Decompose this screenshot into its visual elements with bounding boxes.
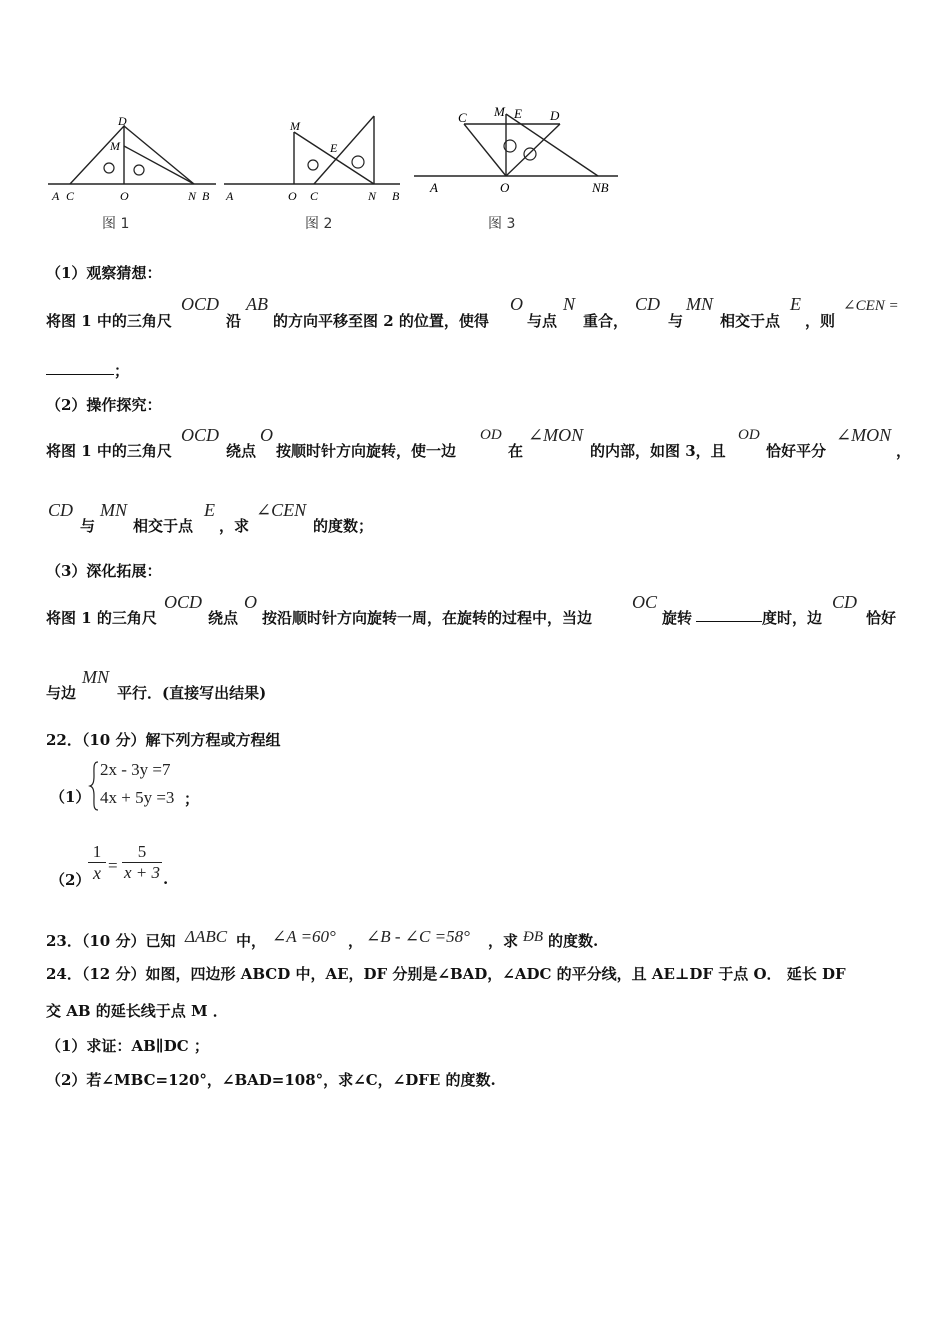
fig1-triangle-left [70, 126, 124, 184]
q22-eq2: 4x + 5y =3 [100, 788, 175, 807]
fig2-label-E: E [330, 141, 338, 155]
q22-frac-left [88, 842, 106, 884]
fig3-label-C: C [458, 110, 467, 125]
fig3-label-E: E [514, 106, 522, 121]
q21-p3-text-a: 将图 1 的三角尺 [46, 609, 157, 627]
figure-1 [44, 110, 224, 205]
q21-p1-text-g: 相交于点 [720, 312, 781, 330]
q22-den2: x + 3 [123, 863, 161, 882]
q21-p2-text-e: 的内部，如图 3，且 [590, 442, 726, 460]
q23-angle-B: ÐB [523, 929, 543, 945]
q23-angle-A: ∠A =60° [272, 927, 336, 946]
fig3-OC [464, 124, 506, 176]
q24-line2: 交 AB 的延长线于点 M ． [46, 1002, 228, 1020]
q21-p3-text-d: 旋转 [662, 609, 693, 627]
q21-p3-text-c: 按沿顺时针方向旋转一周，在旋转的过程中，当边 [262, 609, 593, 627]
q21-p1-E: E [790, 294, 801, 314]
fig1-label-A: A [52, 189, 60, 203]
q21-p2-text-i: 相交于点 [133, 517, 194, 535]
fig3-label-NB: NB [592, 180, 609, 195]
q23-text-b: 中， [236, 932, 267, 950]
q22-p1-label: （1） [50, 788, 91, 806]
fig1-label-B: B [202, 189, 210, 203]
q22-p2-label: （2） [50, 871, 91, 889]
q21-p3-MN: MN [82, 667, 109, 687]
q21-p1-text-f: 与 [668, 312, 684, 330]
q21-p1-text-d: 与点 [527, 312, 558, 330]
q21-p1-text-b: 沿 [226, 312, 242, 330]
q21-p2-text-b: 绕点 [226, 442, 257, 460]
q23-triangle: ΔABC [185, 927, 228, 946]
q21-p1-OCD: OCD [181, 294, 220, 314]
q21-p3-CD: CD [832, 592, 858, 612]
q22-den1: x [93, 863, 101, 883]
fig1-label-C: C [66, 189, 75, 203]
figure-3 [412, 100, 622, 200]
q21-p3-text-g: 与边 [46, 684, 77, 702]
figure-2 [222, 110, 407, 205]
q21-p2-OD2: OD [738, 427, 760, 443]
fig2-label-C: C [310, 189, 319, 203]
q21-p2-text-h: 与 [80, 517, 96, 535]
q21-p2-OD: OD [480, 427, 502, 443]
q22-eq1: 2x - 3y =7 [100, 760, 171, 779]
q22-frac-right [122, 842, 162, 883]
q23-angle-BC: ∠B - ∠C =58° [366, 927, 470, 946]
q24-part2: （2）若∠MBC=120°，∠BAD=108°，求∠C，∠DFE 的度数. [46, 1071, 496, 1089]
q21-p1-N: N [563, 294, 576, 314]
q23-text-a: 23．（10 分）已知 [46, 932, 176, 950]
fig2-hole-1 [308, 160, 318, 170]
q22-num2: 5 [137, 842, 147, 861]
q21-p1-CD: CD [635, 294, 661, 314]
q21-p2-text-k: 的度数； [313, 517, 374, 535]
fig3-label-M: M [494, 104, 505, 119]
fig2-label-A: A [226, 189, 234, 203]
q21-p3-text-e: 度时，边 [762, 609, 823, 627]
q23-text-c: ， [348, 932, 364, 950]
fig3-hole-2 [524, 148, 536, 160]
fig2-hole-2 [352, 156, 364, 168]
q21-p3-text-b: 绕点 [208, 609, 239, 627]
fig3-label-D: D [550, 108, 560, 123]
q21-p1-text-a: 将图 1 中的三角尺 [46, 312, 172, 330]
q21-p1-text-c: 的方向平移至图 2 的位置，使得 [273, 312, 489, 330]
q21-p2-text-f: 恰好平分 [766, 442, 827, 460]
q21-p2-text-d: 在 [508, 442, 524, 460]
q23-text-d: ，求 [488, 932, 519, 950]
q21-p1-title: （1）观察猜想： [46, 264, 162, 282]
q21-p3-O: O [244, 592, 257, 612]
q23-text-e: 的度数. [548, 932, 599, 950]
fig1-caption: 图 1 [102, 216, 130, 232]
q21-p2-title: （2）操作探究： [46, 396, 162, 414]
q21-p1-end: ； [114, 362, 130, 380]
q21-p2-text-g: ， [896, 442, 912, 460]
q21-p1-CEN: ∠CEN = [843, 298, 899, 314]
q21-p2-MON2: ∠MON [836, 425, 892, 445]
fig1-triangle-right [124, 146, 194, 184]
fig1-hole-1 [104, 163, 114, 173]
fig2-label-B: B [392, 189, 400, 203]
fig2-caption: 图 2 [305, 216, 333, 232]
fig1-label-O: O [120, 189, 129, 203]
fig3-label-O: O [500, 180, 510, 195]
q21-p2-CD: CD [48, 500, 74, 520]
q22-title: 22．（10 分）解下列方程或方程组 [46, 731, 281, 749]
fig1-hole-2 [134, 165, 144, 175]
fig3-caption: 图 3 [488, 216, 516, 232]
q21-p3-OC: OC [632, 592, 658, 612]
q21-p3-text-h: 平行．(直接写出结果) [117, 684, 267, 702]
fig1-ON [124, 126, 194, 184]
system-brace [88, 760, 100, 812]
fig1-label-D: D [118, 114, 127, 128]
q21-p2-text-j: ，求 [219, 517, 250, 535]
fig1-label-M: M [110, 139, 120, 153]
q21-p2-text-c: 按顺时针方向旋转，使一边 [276, 442, 457, 460]
q22-num1: 1 [92, 842, 102, 861]
q21-p2-O: O [260, 425, 273, 445]
q21-p3-answer-blank[interactable] [696, 609, 762, 622]
q22-p1-end: ； [184, 790, 200, 808]
q21-p1-MN: MN [686, 294, 713, 314]
q24-part1: （1）求证：AB∥DC ； [46, 1037, 209, 1055]
fig2-label-O: O [288, 189, 297, 203]
q21-p2-MN: MN [100, 500, 127, 520]
q21-p1-O: O [510, 294, 523, 314]
q21-p2-E: E [204, 500, 215, 520]
q22-p2-end: . [163, 870, 169, 888]
fig2-label-N: N [368, 189, 377, 203]
q21-p1-text-e: 重合， [583, 312, 629, 330]
q22-eqsign: = [108, 856, 118, 875]
q21-p1-text-h: ，则 [805, 312, 836, 330]
q21-p2-OCD: OCD [181, 425, 220, 445]
q21-p3-title: （3）深化拓展： [46, 562, 162, 580]
fig3-label-A: A [430, 180, 438, 195]
fig1-label-N: N [188, 189, 197, 203]
q21-p2-CEN: ∠CEN [256, 500, 307, 520]
q21-p1-answer-blank[interactable] [46, 362, 114, 375]
q21-p3-OCD: OCD [164, 592, 203, 612]
fig2-label-M: M [290, 119, 300, 133]
q21-p3-text-f: 恰好 [866, 609, 897, 627]
q21-p2-text-a: 将图 1 中的三角尺 [46, 442, 172, 460]
fig2-CD [314, 116, 374, 184]
q24-line1: 24．（12 分）如图，四边形 ABCD 中，AE，DF 分别是∠BAD，∠ADC 的平分线，且 AE⊥DF 于点 O． 延长 DF [46, 965, 846, 983]
q21-p2-MON: ∠MON [528, 425, 584, 445]
q21-p1-AB: AB [246, 294, 268, 314]
